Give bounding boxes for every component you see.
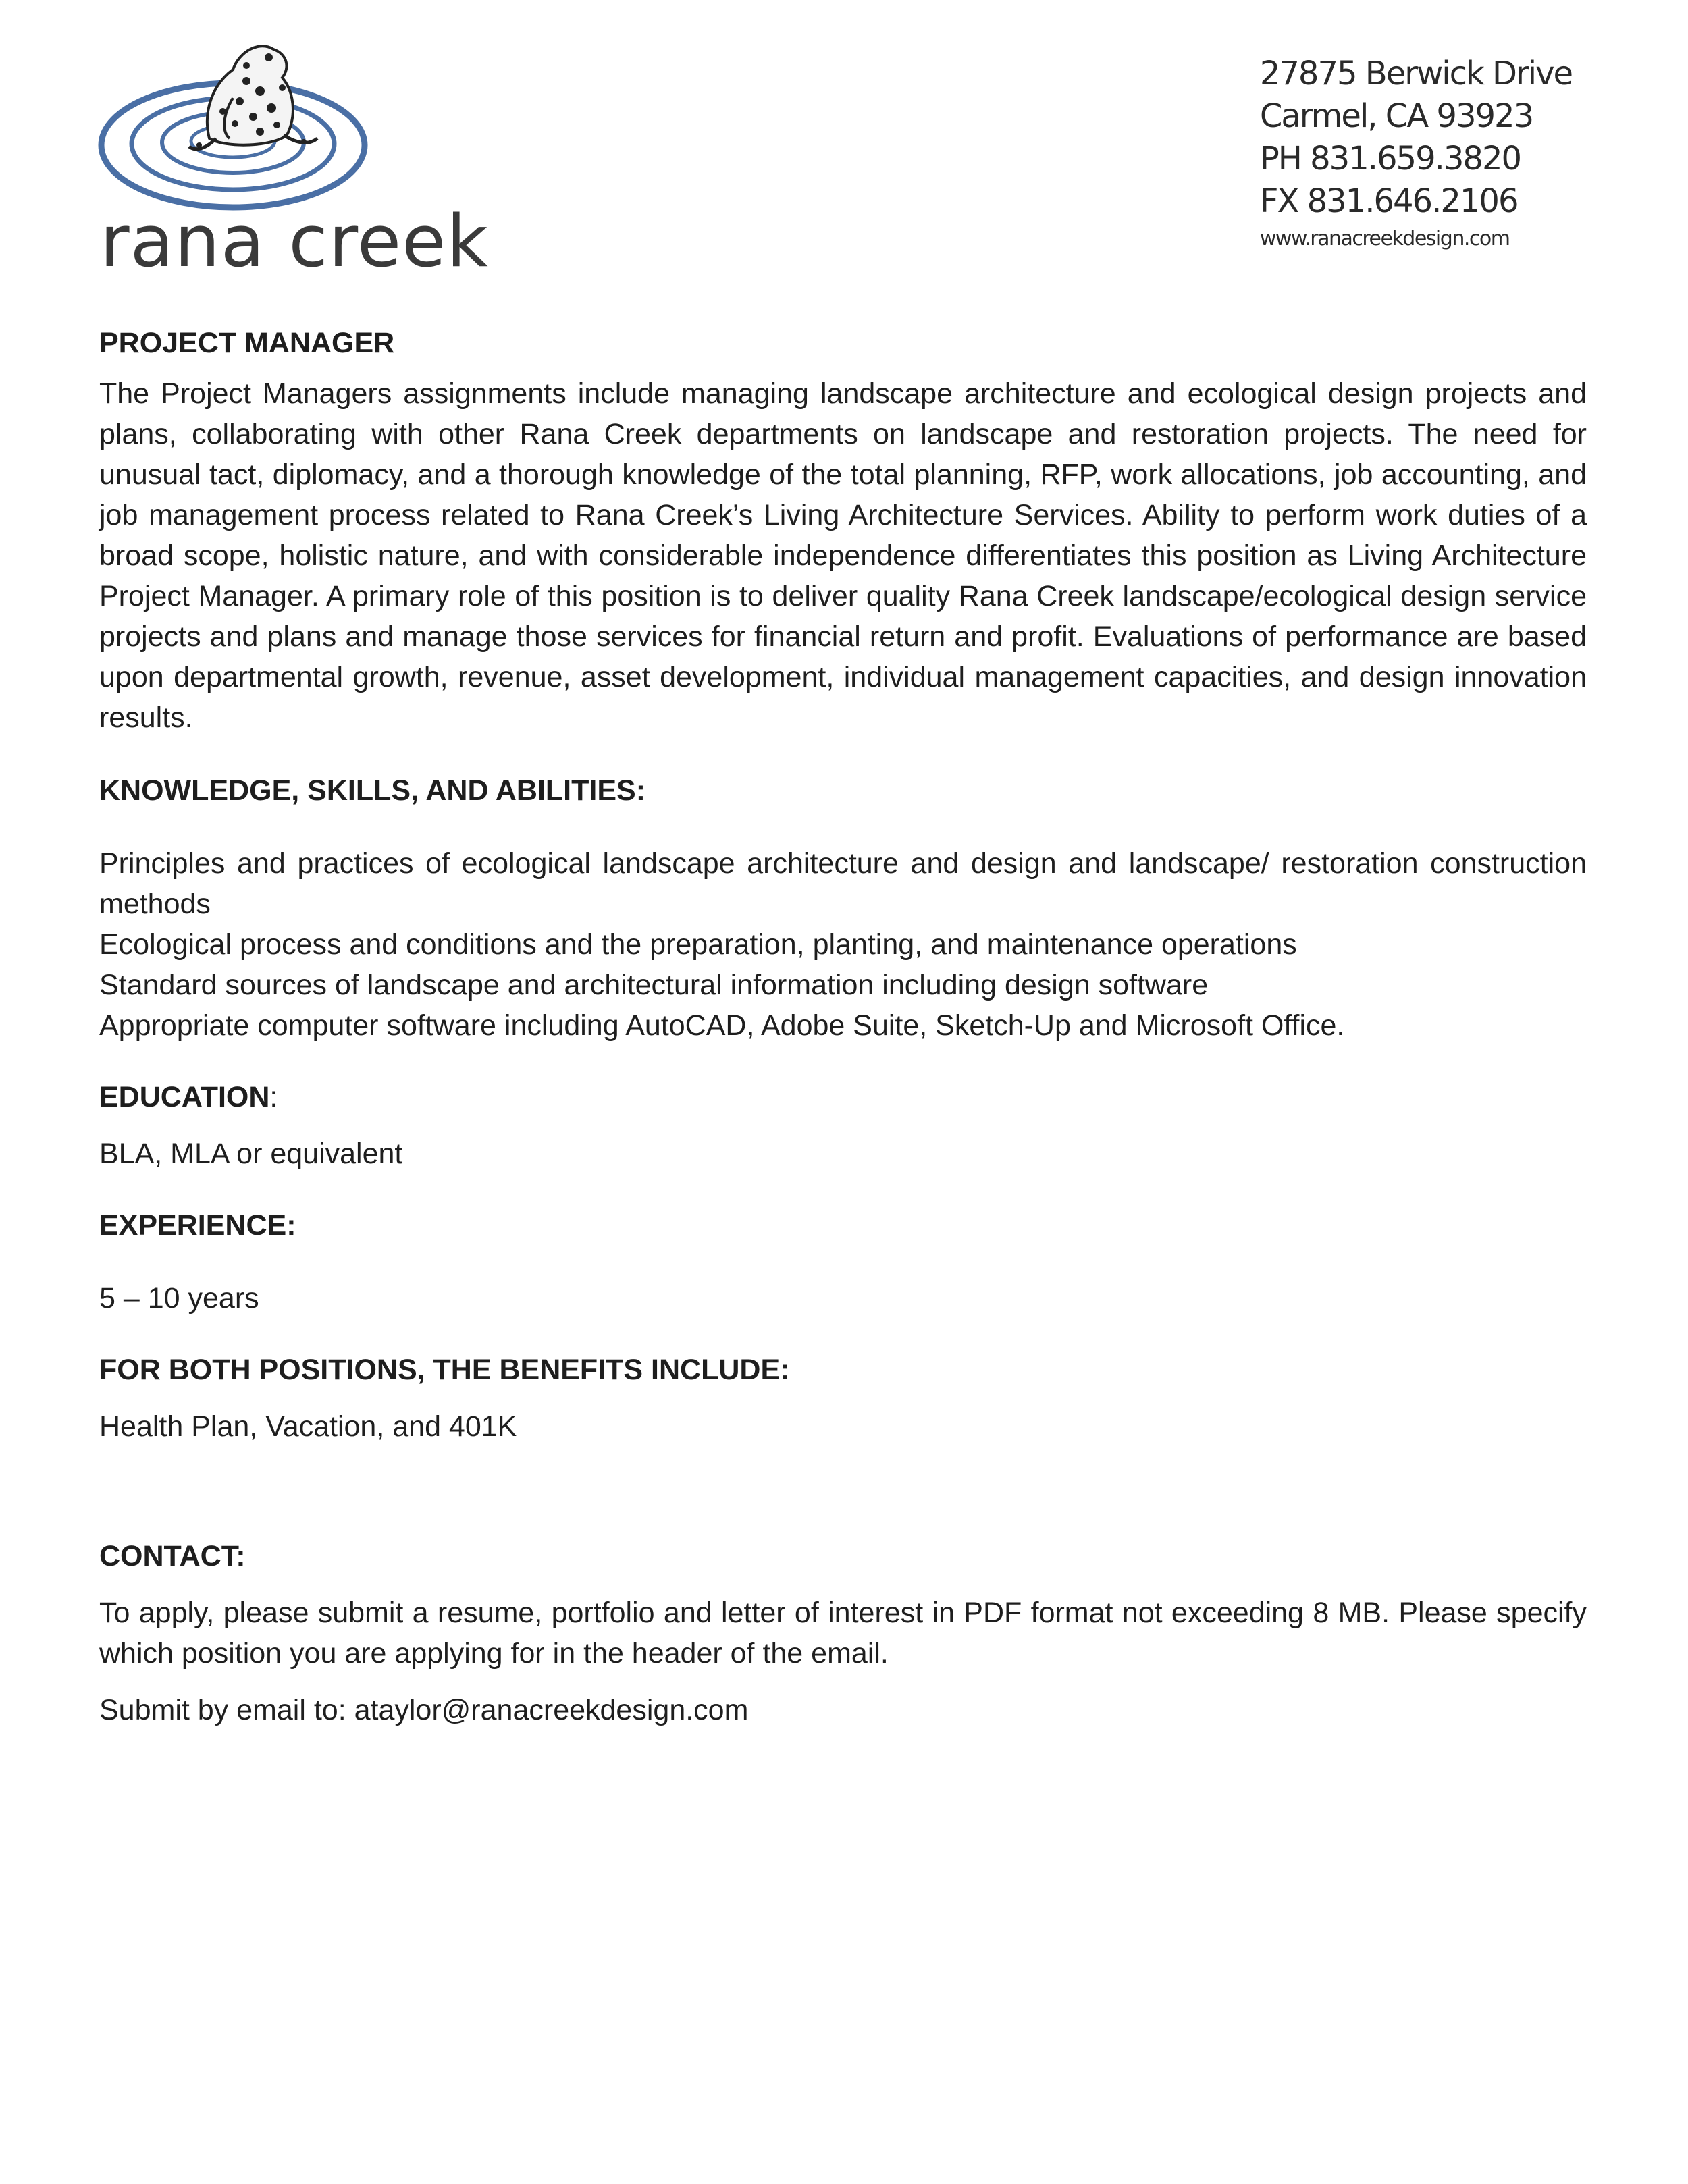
ksa-item: Ecological process and conditions and the preparation, planting, and maintenance operations <box>99 928 1297 961</box>
intro-paragraph: The Project Managers assignments include managing landscape architecture and ecological design projects and plans, collaborating with other Rana Creek departments on landscape and restoration projects. The need for unusual tact, diplomacy, and a thorough knowledge of the total planning, RFP, work allocations, job accounting, and job management process related to Rana Creek’s Living Architecture Services. Ability to perform work duties of a broad scope, holistic nature, and with considerable independence differentiates this position as Living Architecture Project Manager. A primary role of this position is to deliver quality Rana Creek landscape/ecological design service projects and plans and manage those services for financial return and profit. Evaluations of performance are based upon departmental growth, revenue, asset development, individual management capacities, and design innovation results. <box>99 377 1587 734</box>
ksa-item: Appropriate computer software including AutoCAD, Adobe Suite, Sketch-Up and Microsoft Office. <box>99 1009 1345 1042</box>
address-street: 27875 Berwick Drive <box>1259 55 1572 92</box>
company-logo <box>95 37 489 283</box>
logo-wordmark: rana creek <box>100 200 489 283</box>
page-title: PROJECT MANAGER <box>99 327 395 359</box>
contact-heading: CONTACT: <box>99 1540 246 1572</box>
phone-number: PH 831.659.3820 <box>1259 140 1521 178</box>
benefits-text: Health Plan, Vacation, and 401K <box>99 1410 517 1443</box>
website-link[interactable]: www.ranacreekdesign.com <box>1259 227 1510 250</box>
experience-text: 5 – 10 years <box>99 1282 259 1314</box>
ksa-item: Principles and practices of ecological landscape architecture and design and landscape/ restoration construction methods <box>99 847 1587 920</box>
address-city: Carmel, CA 93923 <box>1259 97 1533 135</box>
company-address-block <box>1260 53 1572 255</box>
job-description <box>99 323 1587 1730</box>
education-heading-label: EDUCATION <box>99 1081 270 1113</box>
education-text: BLA, MLA or equivalent <box>99 1138 403 1170</box>
frog-ripple-icon <box>95 37 392 213</box>
fax-number: FX 831.646.2106 <box>1259 182 1518 220</box>
education-heading <box>99 1077 1587 1117</box>
education-heading-colon: : <box>269 1081 278 1113</box>
benefits-heading: FOR BOTH POSITIONS, THE BENEFITS INCLUDE: <box>99 1354 790 1386</box>
experience-heading: EXPERIENCE: <box>99 1209 296 1242</box>
contact-email[interactable]: Submit by email to: ataylor@ranacreekdesign.com <box>99 1694 749 1726</box>
ksa-heading: KNOWLEDGE, SKILLS, AND ABILITIES: <box>99 774 646 807</box>
ksa-item: Standard sources of landscape and architectural information including design software <box>99 969 1209 1001</box>
contact-text: To apply, please submit a resume, portfolio and letter of interest in PDF format not exceeding 8 MB. Please specify which position you are applying for in the header of the email. <box>99 1597 1587 1670</box>
